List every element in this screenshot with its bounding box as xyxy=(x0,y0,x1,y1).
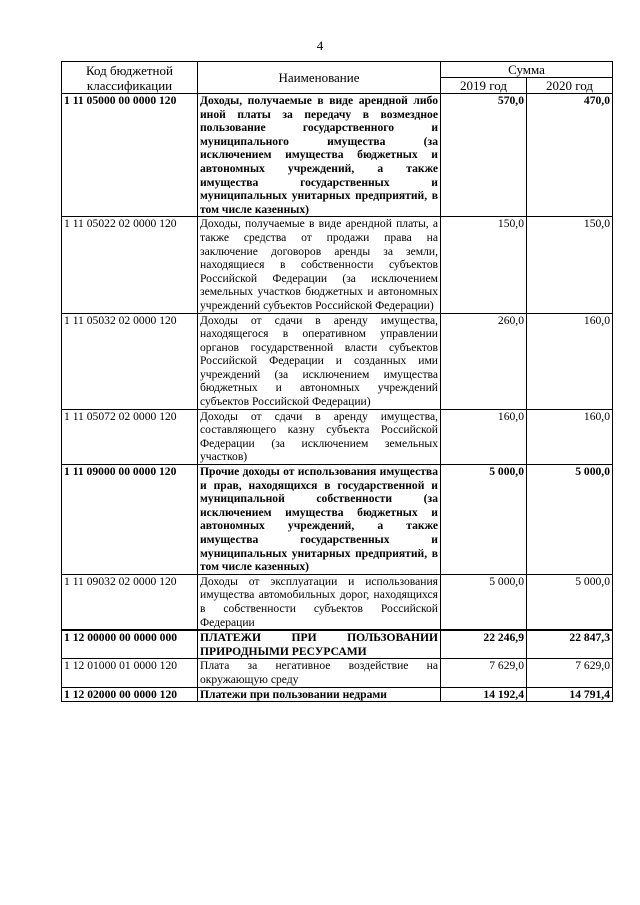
item-name-cell: Доходы от сдачи в аренду имущества, находящегося в оперативном управлении органов государственной власти субъектов Российской Федерации и созданных ими учреждений (за исключением имущества бюджетных и автономных учреждений субъектов Российской Федерации) xyxy=(198,313,441,409)
table-row xyxy=(62,574,613,630)
table-row xyxy=(62,313,613,409)
table-row xyxy=(62,94,613,217)
amount-2020-cell: 150,0 xyxy=(527,217,613,313)
amount-2019-cell: 5 000,0 xyxy=(441,574,527,630)
amount-2019-cell: 260,0 xyxy=(441,313,527,409)
item-name-cell: Доходы от сдачи в аренду имущества, составляющего казну субъекта Российской Федерации (за исключением земельных участков) xyxy=(198,409,441,464)
item-name-cell: Плата за негативное воздействие на окружающую среду xyxy=(198,659,441,687)
header-year-2020: 2020 год xyxy=(527,78,613,94)
amount-2020-cell: 5 000,0 xyxy=(527,574,613,630)
budget-code-cell: 1 11 05032 02 0000 120 xyxy=(62,313,198,409)
table-row xyxy=(62,630,613,659)
budget-code-cell: 1 11 09032 02 0000 120 xyxy=(62,574,198,630)
table-row xyxy=(62,409,613,464)
item-name-cell: ПЛАТЕЖИ ПРИ ПОЛЬЗОВАНИИ ПРИРОДНЫМИ РЕСУРСАМИ xyxy=(198,630,441,659)
budget-revenue-table xyxy=(61,61,613,702)
amount-2019-cell: 7 629,0 xyxy=(441,659,527,687)
table-row xyxy=(62,659,613,687)
budget-code-cell: 1 11 09000 00 0000 120 xyxy=(62,465,198,575)
header-name: Наименование xyxy=(198,62,441,94)
table-row xyxy=(62,687,613,702)
amount-2020-cell: 470,0 xyxy=(527,94,613,217)
amount-2019-cell: 22 246,9 xyxy=(441,630,527,659)
header-sum: Сумма xyxy=(441,62,613,78)
amount-2019-cell: 14 192,4 xyxy=(441,687,527,702)
amount-2020-cell: 22 847,3 xyxy=(527,630,613,659)
budget-code-cell: 1 11 05000 00 0000 120 xyxy=(62,94,198,217)
amount-2020-cell: 14 791,4 xyxy=(527,687,613,702)
header-year-2019: 2019 год xyxy=(441,78,527,94)
item-name-cell: Платежи при пользовании недрами xyxy=(198,687,441,702)
budget-code-cell: 1 11 05022 02 0000 120 xyxy=(62,217,198,313)
budget-code-cell: 1 12 01000 01 0000 120 xyxy=(62,659,198,687)
item-name-cell: Доходы, получаемые в виде арендной либо иной платы за передачу в возмездное пользование государственного и муниципального имущества (за исключением имущества бюджетных и автономных учреждений, а также имущества государственных и муниципальных унитарных предприятий, в том числе казенных) xyxy=(198,94,441,217)
amount-2019-cell: 570,0 xyxy=(441,94,527,217)
table-header-row xyxy=(62,62,613,78)
amount-2019-cell: 150,0 xyxy=(441,217,527,313)
amount-2020-cell: 160,0 xyxy=(527,313,613,409)
amount-2020-cell: 7 629,0 xyxy=(527,659,613,687)
budget-code-cell: 1 12 02000 00 0000 120 xyxy=(62,687,198,702)
amount-2019-cell: 160,0 xyxy=(441,409,527,464)
amount-2020-cell: 160,0 xyxy=(527,409,613,464)
budget-code-cell: 1 11 05072 02 0000 120 xyxy=(62,409,198,464)
table-row xyxy=(62,465,613,575)
item-name-cell: Прочие доходы от использования имущества и прав, находящихся в государственной и муниципальной собственности (за исключением имущества бюджетных и автономных учреждений, а также имущества государственных и муниципальных унитарных предприятий, в том числе казенных) xyxy=(198,465,441,575)
amount-2020-cell: 5 000,0 xyxy=(527,465,613,575)
page-number: 4 xyxy=(316,38,324,53)
item-name-cell: Доходы от эксплуатации и использования имущества автомобильных дорог, находящихся в собственности субъектов Российской Федерации xyxy=(198,574,441,630)
table-row xyxy=(62,217,613,313)
budget-code-cell: 1 12 00000 00 0000 000 xyxy=(62,630,198,659)
amount-2019-cell: 5 000,0 xyxy=(441,465,527,575)
header-code: Код бюджетной классификации xyxy=(62,62,198,94)
item-name-cell: Доходы, получаемые в виде арендной платы, а также средства от продажи права на заключение договоров аренды за земли, находящиеся в собственности субъектов Российской Федерации (за исключением земельных участков бюджетных и автономных учреждений субъектов Российской Федерации) xyxy=(198,217,441,313)
